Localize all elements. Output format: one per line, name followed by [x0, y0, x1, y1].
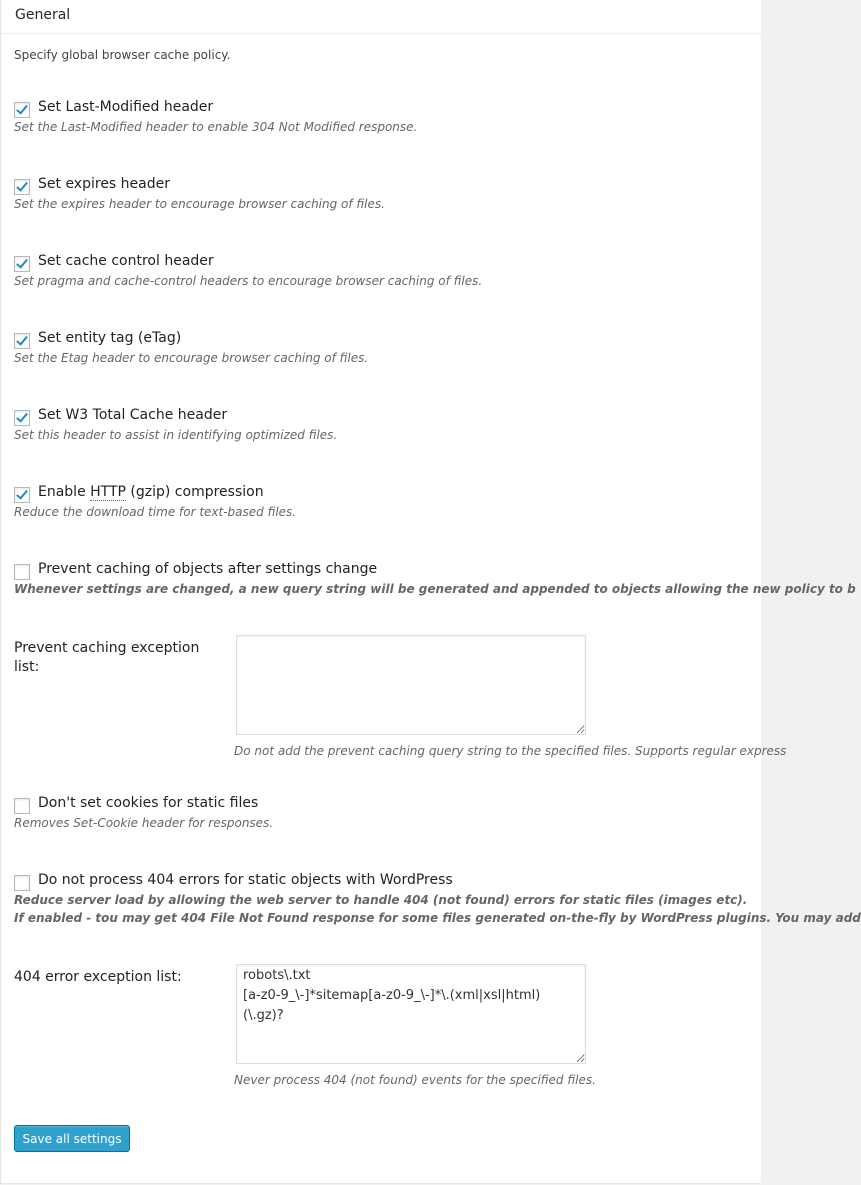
no-404-processing-checkbox[interactable] — [14, 875, 30, 891]
no-404-processing-label[interactable]: Do not process 404 errors for static objects with WordPress — [38, 872, 453, 888]
gzip-label-suffix: (gzip) compression — [125, 484, 264, 500]
error404-exception-textarea[interactable] — [236, 964, 586, 1064]
gzip-label-prefix: Enable — [38, 484, 91, 500]
no-cookies-label[interactable]: Don't set cookies for static files — [38, 795, 259, 811]
expires-header-description: Set the expires header to encourage browser caching of files. — [14, 197, 385, 211]
etag-label[interactable]: Set entity tag (eTag) — [38, 330, 182, 346]
prevent-caching-exception-description: Do not add the prevent caching query string to the specified files. Supports regular express — [234, 744, 787, 758]
etag-description: Set the Etag header to encourage browser caching of files. — [14, 351, 369, 365]
prevent-caching-label[interactable]: Prevent caching of objects after settings change — [38, 561, 378, 577]
no-404-processing-warning: If enabled - tou may get 404 File Not Found response for some files generated on-the-fly by WordPress plugins. You may add — [14, 911, 861, 925]
panel-header — [1, 0, 761, 34]
last-modified-description: Set the Last-Modified header to enable 304 Not Modified response. — [14, 120, 418, 134]
error404-exception-description: Never process 404 (not found) events for the specified files. — [234, 1073, 596, 1087]
prevent-caching-exception-textarea[interactable] — [236, 635, 586, 735]
expires-header-checkbox[interactable] — [14, 179, 30, 195]
http-abbreviation: HTTP — [90, 484, 126, 500]
no-cookies-description: Removes Set-Cookie header for responses. — [14, 816, 274, 830]
prevent-caching-checkbox[interactable] — [14, 564, 30, 580]
gzip-compression-label[interactable] — [38, 484, 264, 500]
gzip-compression-description: Reduce the download time for text-based files. — [14, 505, 297, 519]
save-all-settings-button[interactable]: Save all settings — [14, 1125, 130, 1152]
prevent-caching-exception-label: Prevent caching exception list: — [14, 640, 200, 675]
error404-exception-label: 404 error exception list: — [14, 969, 182, 985]
w3tc-header-label[interactable]: Set W3 Total Cache header — [38, 407, 228, 423]
cache-control-description: Set pragma and cache-control headers to encourage browser caching of files. — [14, 274, 483, 288]
w3tc-header-description: Set this header to assist in identifying optimized files. — [14, 428, 338, 442]
gzip-compression-checkbox[interactable] — [14, 487, 30, 503]
panel-title: General — [15, 7, 71, 23]
prevent-caching-description: Whenever settings are changed, a new query string will be generated and appended to objects allowing the new policy to b — [14, 582, 856, 596]
last-modified-label[interactable]: Set Last-Modified header — [38, 99, 214, 115]
no-cookies-checkbox[interactable] — [14, 798, 30, 814]
cache-control-label[interactable]: Set cache control header — [38, 253, 214, 269]
expires-header-label[interactable]: Set expires header — [38, 176, 170, 192]
no-404-processing-description: Reduce server load by allowing the web server to handle 404 (not found) errors for static files (images etc). — [14, 893, 748, 907]
w3tc-header-checkbox[interactable] — [14, 410, 30, 426]
cache-control-checkbox[interactable] — [14, 256, 30, 272]
section-intro: Specify global browser cache policy. — [14, 48, 231, 62]
etag-checkbox[interactable] — [14, 333, 30, 349]
last-modified-checkbox[interactable] — [14, 102, 30, 118]
